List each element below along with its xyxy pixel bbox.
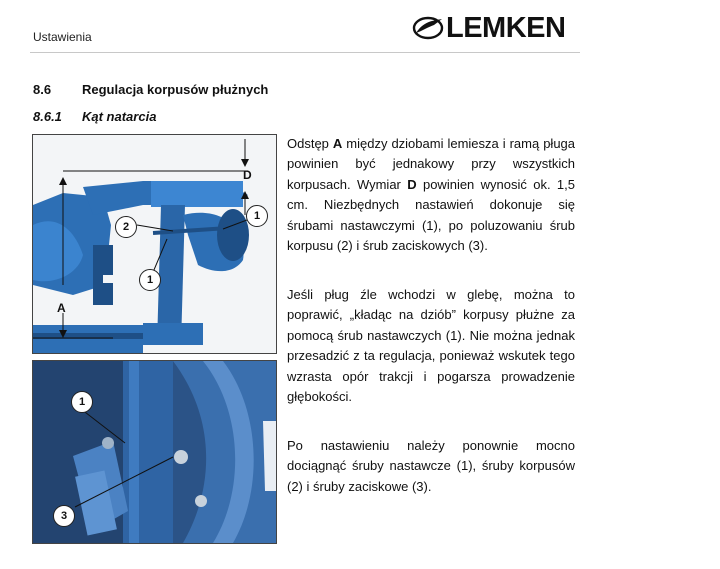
dimension-d-label: D (243, 168, 252, 182)
callout-1-bottom: 1 (139, 269, 161, 291)
callout-1-top: 1 (246, 205, 268, 227)
subsection-title: Kąt natarcia (82, 109, 157, 124)
lemken-logo-text: LEMKEN (446, 12, 566, 44)
header-divider (30, 52, 580, 53)
lemken-logo-mark-icon (412, 15, 444, 41)
plough-body-illustration (33, 135, 276, 353)
callout-1: 1 (71, 391, 93, 413)
paragraph-1 (287, 134, 575, 256)
lemken-logo (410, 11, 576, 45)
paragraph-1-text-b: między dziobami lemiesza i ramą pługa powinien być jednakowy przy wszystkich korpusach. Wymiar (287, 136, 576, 192)
page-header-title: Ustawienia (33, 30, 92, 44)
paragraph-1-bold-d: D (407, 176, 417, 192)
callout-2: 2 (115, 216, 137, 238)
paragraph-2: Jeśli pług źle wchodzi w glebę, można to poprawić, „kładąc na dziób” korpusy płużne za pomocą śrub nastawczych (1). Nie można jednak przesadzić z ta regulacja, ponieważ wskutek tego wzrasta opór trakcji i pogarsza prowadzenie głębokości. (287, 287, 575, 405)
subsection-number: 8.6.1 (33, 109, 62, 124)
plough-body-photo (32, 134, 277, 354)
paragraph-1-text-a: Odstęp (287, 136, 333, 151)
section-title: Regulacja korpusów płużnych (82, 82, 269, 97)
paragraph-1-bold-a: A (332, 136, 343, 151)
adjustment-bolts-photo (32, 360, 277, 544)
callout-3: 3 (53, 505, 75, 527)
paragraph-3: Po nastawieniu należy ponownie mocno dociągnąć śruby nastawcze (1), śruby korpusów (2) i śruby zaciskowe (3). (287, 438, 575, 494)
paragraph-1-text-c: powinien wynosić ok. 1,5 cm. Niezbędnych nastawień dokonuje się śrubami nastawczymi (1), po poluzowaniu śrub korpusu (2) i śrub zaciskowych (3). (287, 176, 575, 254)
dimension-a-label: A (57, 301, 66, 315)
section-number: 8.6 (33, 82, 52, 97)
